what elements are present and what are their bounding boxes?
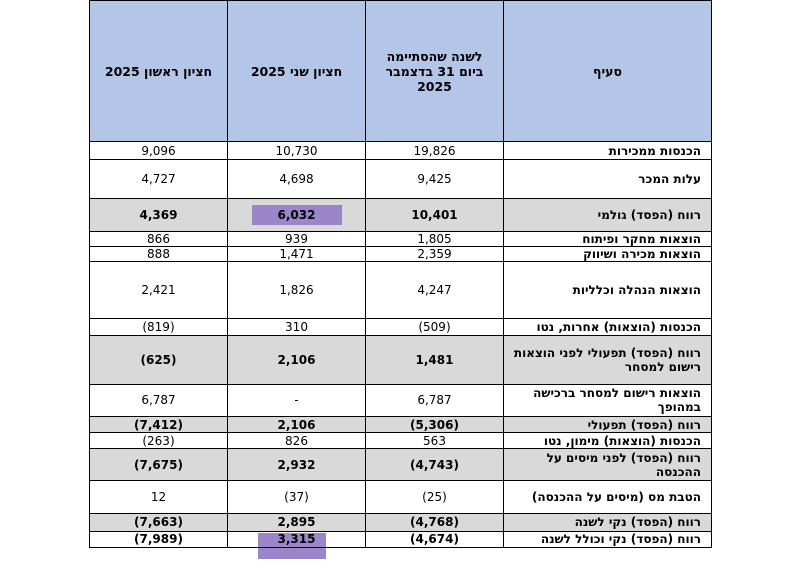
cell-h1: (7,675) bbox=[90, 449, 228, 481]
row-label: הוצאות רישום למסחר ברכישה במהופך bbox=[504, 384, 712, 416]
table-row bbox=[90, 142, 712, 160]
highlighted-value: 6,032 bbox=[252, 205, 342, 225]
table-row bbox=[90, 261, 712, 318]
row-label: רווח (הפסד) נקי לשנה bbox=[504, 513, 712, 531]
cell-h1: 4,727 bbox=[90, 160, 228, 199]
row-label: רווח (הפסד) לפני מיסים על ההכנסה bbox=[504, 449, 712, 481]
cell-h1: 2,421 bbox=[90, 261, 228, 318]
cell-h2: 10,730 bbox=[228, 142, 366, 160]
table-row bbox=[90, 319, 712, 336]
highlighted-value: 3,315 bbox=[277, 532, 316, 547]
cell-year: 2,359 bbox=[366, 246, 504, 261]
row-label: הוצאות הנהלה וכלליות bbox=[504, 261, 712, 318]
cell-h2: 2,932 bbox=[228, 449, 366, 481]
row-label: רווח (הפסד) תפעולי bbox=[504, 417, 712, 433]
cell-year: 6,787 bbox=[366, 384, 504, 416]
table-row bbox=[90, 336, 712, 384]
cell-year: (25) bbox=[366, 481, 504, 513]
row-label: הכנסות (הוצאות) מימון, נטו bbox=[504, 433, 712, 449]
table-row bbox=[90, 199, 712, 231]
cell-year: 1,481 bbox=[366, 336, 504, 384]
table-row bbox=[90, 246, 712, 261]
table-row bbox=[90, 417, 712, 433]
cell-h1: 12 bbox=[90, 481, 228, 513]
row-label: רווח (הפסד) גולמי bbox=[504, 199, 712, 231]
cell-h2: 939 bbox=[228, 231, 366, 246]
cell-h1: (625) bbox=[90, 336, 228, 384]
row-label: הוצאות מכירה ושיווק bbox=[504, 246, 712, 261]
cell-h1: 6,787 bbox=[90, 384, 228, 416]
table-row bbox=[90, 231, 712, 246]
cell-h1: 9,096 bbox=[90, 142, 228, 160]
cell-h1: (819) bbox=[90, 319, 228, 336]
cell-h1: 888 bbox=[90, 246, 228, 261]
cell-h2 bbox=[228, 199, 366, 231]
cell-h1: 866 bbox=[90, 231, 228, 246]
cell-h2: (37) bbox=[228, 481, 366, 513]
row-label: הטבת מס (מיסים על ההכנסה) bbox=[504, 481, 712, 513]
cell-year: 19,826 bbox=[366, 142, 504, 160]
cell-h2: 826 bbox=[228, 433, 366, 449]
table-row bbox=[90, 481, 712, 513]
header-h1-2025: חציון ראשון 2025 bbox=[90, 1, 228, 142]
cell-year: 563 bbox=[366, 433, 504, 449]
cell-h1: 4,369 bbox=[90, 199, 228, 231]
table-row bbox=[90, 531, 712, 547]
header-item: סעיף bbox=[504, 1, 712, 142]
header-row bbox=[90, 1, 712, 142]
table-row bbox=[90, 384, 712, 416]
header-h2-2025: חציון שני 2025 bbox=[228, 1, 366, 142]
cell-year: (4,743) bbox=[366, 449, 504, 481]
cell-year: (509) bbox=[366, 319, 504, 336]
cell-year: (4,768) bbox=[366, 513, 504, 531]
cell-h2: 2,106 bbox=[228, 336, 366, 384]
table-row bbox=[90, 513, 712, 531]
header-year-2025 bbox=[366, 1, 504, 142]
row-label: הכנסות (הוצאות) אחרות, נטו bbox=[504, 319, 712, 336]
row-label: הוצאות מחקר ופיתוח bbox=[504, 231, 712, 246]
cell-h1: (7,989) bbox=[90, 531, 228, 547]
table-row bbox=[90, 433, 712, 449]
cell-h2: 4,698 bbox=[228, 160, 366, 199]
cell-h2: 310 bbox=[228, 319, 366, 336]
table-row bbox=[90, 160, 712, 199]
cell-h1: (7,412) bbox=[90, 417, 228, 433]
cell-h2: 2,106 bbox=[228, 417, 366, 433]
cell-h2: 2,895 bbox=[228, 513, 366, 531]
row-label: רווח (הפסד) נקי וכולל לשנה bbox=[504, 531, 712, 547]
cell-year: 4,247 bbox=[366, 261, 504, 318]
row-label: עלות המכר bbox=[504, 160, 712, 199]
cell-h1: (263) bbox=[90, 433, 228, 449]
cell-year: (4,674) bbox=[366, 531, 504, 547]
cell-year: 9,425 bbox=[366, 160, 504, 199]
cell-year: 10,401 bbox=[366, 199, 504, 231]
table-row bbox=[90, 449, 712, 481]
row-label: הכנסות ממכירות bbox=[504, 142, 712, 160]
cell-h2: - bbox=[228, 384, 366, 416]
cell-h2: 1,826 bbox=[228, 261, 366, 318]
cell-year: 1,805 bbox=[366, 231, 504, 246]
financial-table bbox=[89, 0, 712, 548]
header-year-text: לשנה שהסתיימה ביום 31 בדצמבר 2025 bbox=[385, 48, 484, 94]
cell-year: (5,306) bbox=[366, 417, 504, 433]
row-label: רווח (הפסד) תפעולי לפני הוצאות רישום למסחר bbox=[504, 336, 712, 384]
cell-h1: (7,663) bbox=[90, 513, 228, 531]
cell-h2: 1,471 bbox=[228, 246, 366, 261]
cell-h2 bbox=[228, 531, 366, 547]
